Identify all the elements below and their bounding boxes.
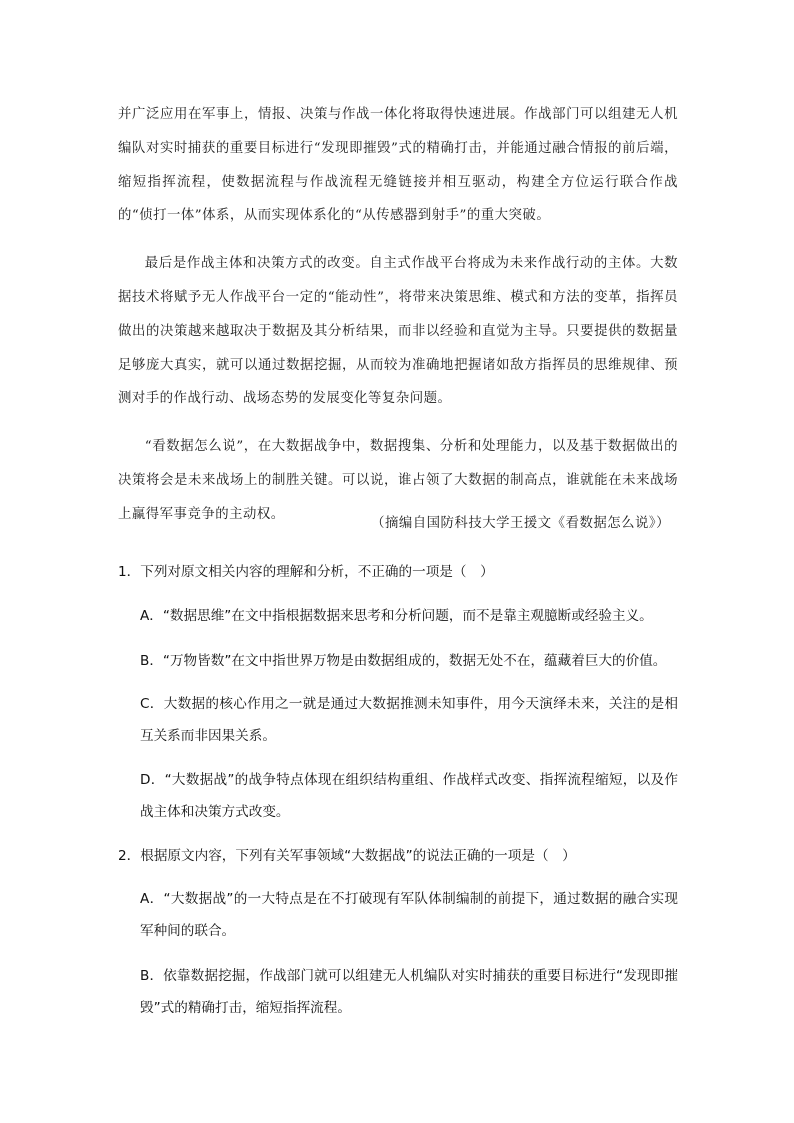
passage-paragraph-3: “看数据怎么说”，在大数据战争中，数据搜集、分析和处理能力，以及基于数据做出的决策将会是未来战场上的制胜关键。可以说，谁占领了大数据的制高点，谁就能在未来战场上赢得军事竞争的主动权。 (118, 439, 678, 522)
question-1-option-c: C．大数据的核心作用之一就是通过大数据推测未知事件，用今天演绎未来，关注的是相互关系而非因果关系。 (140, 696, 678, 744)
question-2-option-a: A．“大数据战”的一大特点是在不打破现有军队体制编制的前提下，通过数据的融合实现军种间的联合。 (140, 891, 678, 939)
question-1-option-b: B．“万物皆数”在文中指世界万物是由数据组成的，数据无处不在，蕴藏着巨大的价值。 (140, 653, 667, 669)
passage-paragraph-2: 最后是作战主体和决策方式的改变。自主式作战平台将成为未来作战行动的主体。大数据技术将赋予无人作战平台一定的“能动性”，将带来决策思维、模式和方法的变革，指挥员做出的决策越来越取决于数据及其分析结果，而非以经验和直觉为主导。只要提供的数据量足够庞大真实，就可以通过数据挖掘，从而较为准确地把握诸如敌方指挥员的思维规律、预测对手的作战行动、战场态势的发展变化等复杂问题。 (118, 256, 678, 407)
question-1-stem: 1．下列对原文相关内容的理解和分析，不正确的一项是（ ） (118, 564, 494, 580)
question-1-option-d: D．“大数据战”的战争特点体现在组织结构重组、作战样式改变、指挥流程缩短，以及作战主体和决策方式改变。 (140, 772, 678, 820)
question-2-option-b: B．依靠数据挖掘，作战部门就可以组建无人机编队对实时捕获的重要目标进行“发现即摧毁”式的精确打击，缩短指挥流程。 (140, 968, 678, 1016)
passage-source: （摘编自国防科技大学王援文《看数据怎么说》） (371, 516, 670, 531)
question-2-stem: 2．根据原文内容，下列有关军事领域“大数据战”的说法正确的一项是（ ） (118, 848, 576, 864)
passage-paragraph-1: 并广泛应用在军事上，情报、决策与作战一体化将取得快速进展。作战部门可以组建无人机编队对实时捕获的重要目标进行“发现即摧毁”式的精确打击，并能通过融合情报的前后端，缩短指挥流程，使数据流程与作战流程无缝链接并相互驱动，构建全方位运行联合作战的“侦打一体”体系，从而实现体系化的“从传感器到射手”的重大突破。 (118, 107, 678, 224)
reading-passage (118, 98, 678, 546)
question-1-option-a: A．“数据思维”在文中指根据数据来思考和分析问题，而不是靠主观臆断或经验主义。 (140, 608, 653, 624)
